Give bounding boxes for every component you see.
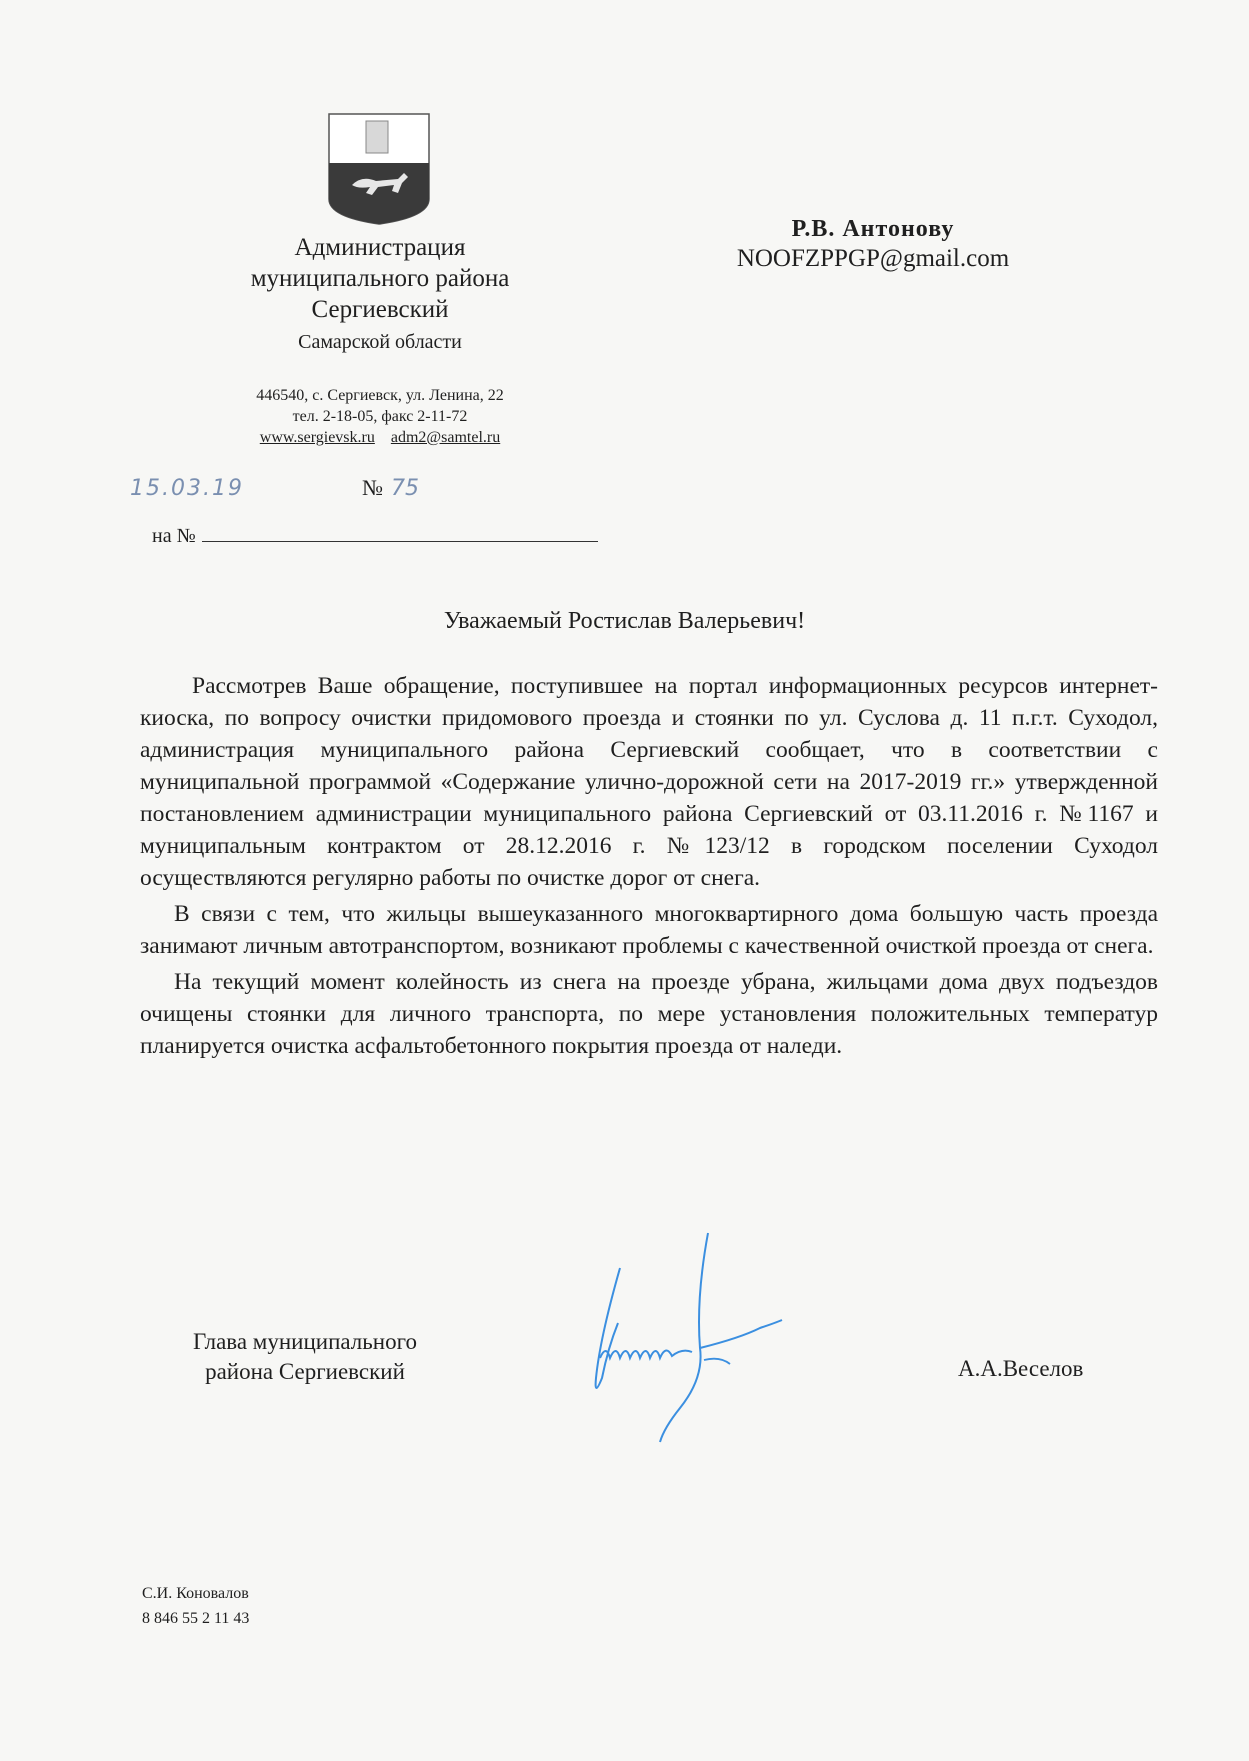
executor-phone: 8 846 55 2 11 43 — [142, 1610, 250, 1627]
org-line: муниципального района — [250, 265, 510, 292]
org-address: 446540, с. Сергиевск, ул. Ленина, 22 — [256, 387, 504, 404]
reference-number — [152, 523, 598, 548]
recipient-block — [708, 216, 1038, 273]
website-link[interactable]: www.sergievsk.ru — [259, 429, 375, 446]
signatory-title-line: района Сергиевский — [205, 1359, 405, 1384]
org-links — [200, 427, 560, 448]
registration-line — [130, 475, 419, 501]
paragraph: На текущий момент колейность из снега на проезде убрана, жильцами дома двух подъездов очищены стоянки для личного транспорта, по мере установления положительных температур планируется очистка асфальтобетонного покрытия проезда от наледи. — [140, 969, 1158, 1059]
paragraph: В связи с тем, что жильцы вышеуказанного многоквартирного дома большую часть проезда занимают личным автотранспортом, возникают проблемы с качественной очисткой проезда от снега. — [140, 901, 1158, 959]
org-contacts — [200, 385, 560, 448]
signatory-title — [150, 1327, 460, 1387]
email-link[interactable]: adm2@samtel.ru — [390, 429, 501, 446]
reference-blank — [202, 523, 598, 542]
recipient-name: Р.В. Антонову — [791, 216, 955, 242]
letter-body — [140, 670, 1158, 1066]
registration-number — [362, 475, 419, 501]
salutation: Уважаемый Ростислав Валерьевич! — [443, 608, 806, 634]
reference-label: на № — [152, 525, 196, 547]
org-line: Администрация — [294, 234, 466, 261]
org-region: Самарской области — [298, 331, 462, 353]
number-label: № — [362, 475, 383, 500]
org-phones: тел. 2-18-05, факс 2-11-72 — [292, 408, 468, 425]
coat-of-arms-emblem — [328, 113, 430, 225]
handwritten-signature — [560, 1228, 810, 1448]
organization-name — [200, 232, 560, 355]
registration-date: 15.03.19 — [130, 476, 244, 501]
signatory-title-line: Глава муниципального — [193, 1329, 417, 1354]
signatory-name: А.А.Веселов — [958, 1356, 1084, 1381]
number-value: 75 — [391, 476, 419, 501]
paragraph: Рассмотрев Ваше обращение, поступившее на портал информационных ресурсов интернет-киоска, по вопросу очистки придомового проезда и стоянки по ул. Суслова д. 11 п.г.т. Суходол, администрация муниципального района Сергиевский сообщает, что в соответствии с муниципальной программой «Содержание улично-дорожной сети на 2017-2019 гг.» утвержденной постановлением администрации муниципального района Сергиевский от 03.11.2016 г. №1167 и муниципальным контрактом от 28.12.2016 г. №123/12 в городском поселении Суходол осуществляются регулярно работы по очистке дорог от снега. — [140, 673, 1158, 891]
org-line: Сергиевский — [311, 296, 449, 323]
executor-name: С.И. Коновалов — [142, 1585, 249, 1602]
recipient-email[interactable]: NOOFZPPGP@gmail.com — [736, 245, 1010, 272]
executor-block — [142, 1581, 249, 1631]
